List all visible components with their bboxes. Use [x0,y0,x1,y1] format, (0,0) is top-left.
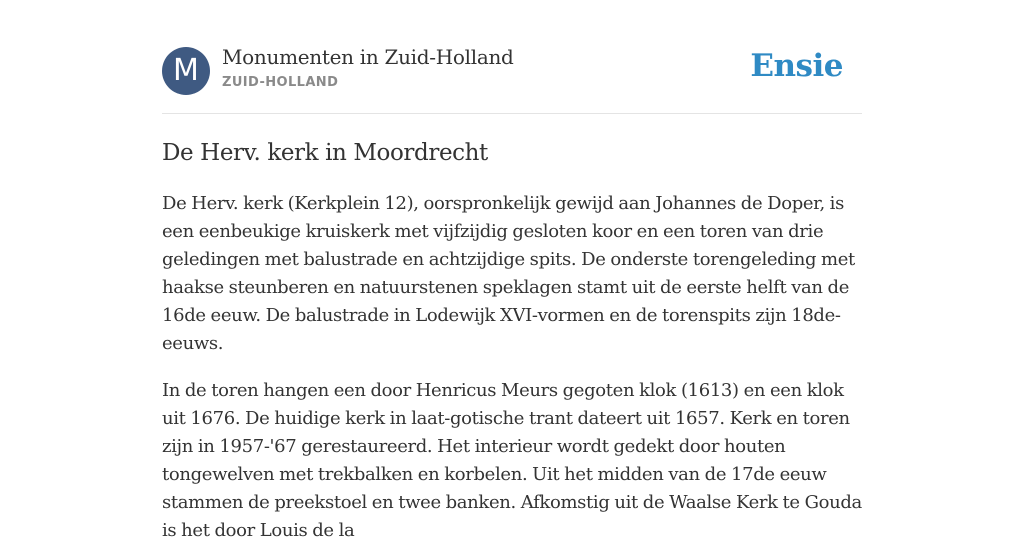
ensie-logo[interactable]: Ensie [750,48,843,84]
site-title-link[interactable]: Monumenten in Zuid-Holland [222,45,514,69]
header [162,0,862,114]
avatar[interactable]: M [162,47,210,95]
article-paragraph: In de toren hangen een door Henricus Meurs gegoten klok (1613) en een klok uit 1676. De huidige kerk in laat-gotische trant dateert uit 1657. Kerk en toren zijn in 1957-'67 gerestaureerd. Het interieur wordt gedekt door houten tongewelven met trekbalken en korbelen. Uit het midden van de 17de eeuw stammen de preekstoel en twee banken. Afkomstig uit de Waalse Kerk te Gouda is het door Louis de la [162,380,862,541]
article-title: De Herv. kerk in Moordrecht [162,140,488,166]
page [162,0,862,545]
site-subtitle-link[interactable]: ZUID-HOLLAND [222,75,339,90]
article-paragraph: De Herv. kerk (Kerkplein 12), oorspronkelijk gewijd aan Johannes de Doper, is een eenbeukige kruiskerk met vijfzijdig gesloten koor en een toren van drie geledingen met balustrade en achtzijdige spits. De onderste torengeleding met haakse steunberen en natuurstenen speklagen stamt uit de eerste helft van de 16de eeuw. De balustrade in Lodewijk XVI-vormen en de torenspits zijn 18de-eeuws. [162,193,855,354]
